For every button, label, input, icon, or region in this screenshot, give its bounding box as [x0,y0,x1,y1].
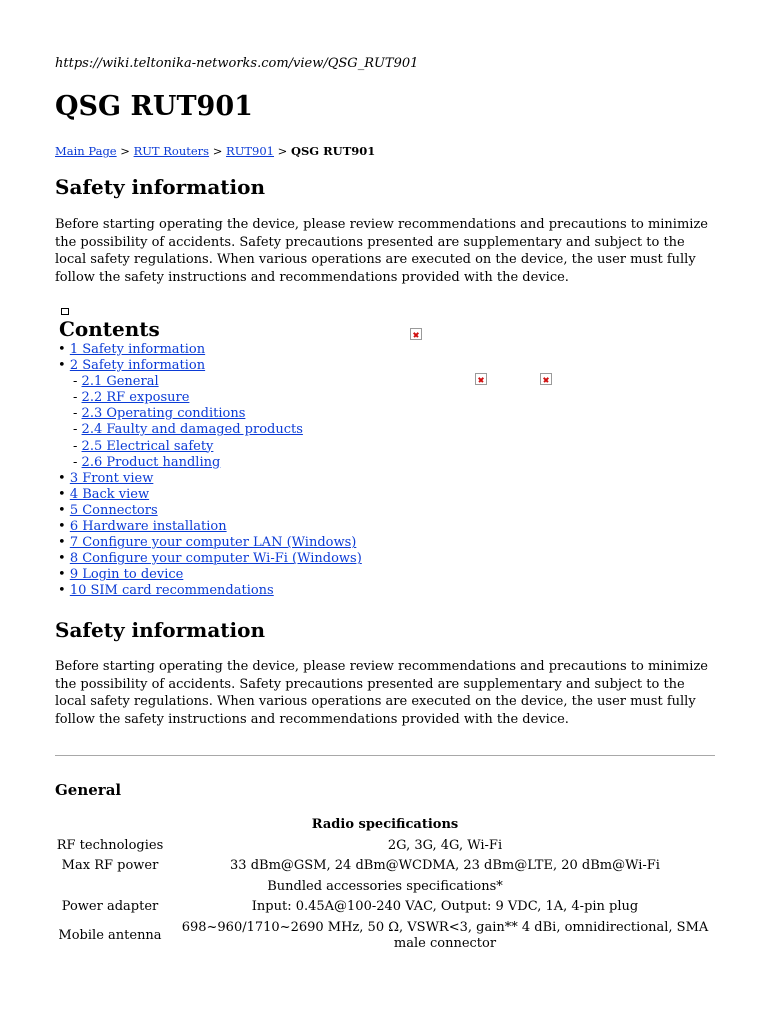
rf-technologies-label: RF technologies [56,838,164,853]
section-heading-safety: Safety information [55,175,266,199]
toc-bullet: • [58,486,66,502]
page-title: QSG RUT901 [55,91,253,122]
toc-link[interactable]: 7 Configure your computer LAN (Windows) [69,535,357,551]
power-adapter-label: Power adapter [61,899,159,914]
toc-link[interactable]: 2.1 General [81,374,159,390]
toc-link[interactable]: 1 Safety information [69,342,206,357]
breadcrumb-rut-routers[interactable]: RUT Routers [133,144,210,158]
toc-item [58,439,362,455]
toc-item [58,422,362,438]
broken-image-icon [475,373,487,385]
toc-item [58,487,362,503]
section-heading-safety-2: Safety information [55,618,266,642]
toc-sub-marker: - [73,374,78,390]
toc-title: Contents [59,317,160,341]
toc-sub-marker: - [73,390,78,406]
breadcrumb-separator: > [212,144,223,158]
breadcrumb-separator: > [277,144,288,158]
breadcrumb-separator: > [120,144,130,158]
toc-item [58,390,362,406]
breadcrumb-current: QSG RUT901 [290,144,376,158]
rf-technologies-value: 2G, 3G, 4G, Wi-Fi [387,838,503,853]
toc-bullet: • [58,470,66,486]
toc-bullet: • [58,583,66,599]
toc-link[interactable]: 9 Login to device [69,567,184,583]
toc-item [58,374,362,390]
max-rf-power-label: Max RF power [61,858,159,873]
toc-link[interactable]: 2.5 Electrical safety [81,438,214,454]
broken-image-icon [410,328,422,340]
toc-link[interactable]: 5 Connectors [69,502,158,518]
toc-item [58,567,362,583]
toc-bullet: • [58,535,66,551]
toc-item [58,551,362,567]
breadcrumb-main-page[interactable]: Main Page [55,144,117,158]
toc-link[interactable]: 2.3 Operating conditions [81,406,246,422]
toc-link[interactable]: 10 SIM card recommendations [69,583,274,599]
toc-bullet: • [58,519,66,535]
breadcrumb-rut901[interactable]: RUT901 [226,144,275,158]
toc-bullet: • [58,551,66,567]
general-heading: General [55,781,122,799]
toc-link[interactable]: 2.2 RF exposure [81,390,190,406]
max-rf-power-value: 33 dBm@GSM, 24 dBm@WCDMA, 23 dBm@LTE, 20 dBm@Wi-Fi [230,858,660,873]
toc-bullet: • [58,342,66,357]
toc-link[interactable]: 2 Safety information [69,358,206,374]
toc-bullet: • [58,358,66,374]
radio-specs-title: Radio specifications [311,817,459,832]
accessories-specs-title: Bundled accessories specifications* [267,879,503,894]
toc-link[interactable]: 4 Back view [69,486,150,502]
toc-item [58,358,362,374]
toc-item [58,471,362,487]
toc-item [58,535,362,551]
toc-item [58,519,362,535]
toc-item [58,455,362,471]
toc-item [58,342,362,358]
toc-item [58,406,362,422]
mobile-antenna-label: Mobile antenna [58,928,162,943]
safety-paragraph-2: Before starting operating the device, please review recommendations and precautions to minimize the possibility of accidents. Safety precautions presented are supplementary and subject to the local safety regulations. When various operations are executed on the device, the user must fully follow the safety instructions and recommendations provided with the device. [55,659,708,728]
toc-link[interactable]: 8 Configure your computer Wi-Fi (Windows) [69,551,362,567]
toc-link[interactable]: 2.4 Faulty and damaged products [81,422,303,438]
toc-item [58,583,362,599]
safety-paragraph: Before starting operating the device, please review recommendations and precautions to minimize the possibility of accidents. Safety precautions presented are supplementary and subject to the local safety regulations. When various operations are executed on the device, the user must fully follow the safety instructions and recommendations provided with the device. [55,217,708,286]
toc-toggle-checkbox[interactable] [61,308,69,315]
power-adapter-value: Input: 0.45A@100-240 VAC, Output: 9 VDC, 1A, 4-pin plug [251,899,639,914]
toc-sub-marker: - [73,454,78,470]
toc-link[interactable]: 6 Hardware installation [69,519,227,535]
toc-bullet: • [58,567,66,583]
page-url: https://wiki.teltonika-networks.com/view/QSG_RUT901 [55,56,419,71]
toc-link[interactable]: 3 Front view [69,470,154,486]
toc-sub-marker: - [73,406,78,422]
horizontal-divider [55,755,715,756]
broken-image-icon [540,373,552,385]
toc-link[interactable]: 2.6 Product handling [81,454,221,470]
table-of-contents [58,342,362,600]
toc-item [58,503,362,519]
toc-sub-marker: - [73,422,78,438]
breadcrumb [55,144,375,158]
toc-sub-marker: - [73,438,78,454]
toc-bullet: • [58,502,66,518]
mobile-antenna-value: 698~960/1710~2690 MHz, 50 Ω, VSWR<3, gain** 4 dBi, omnidirectional, SMA male connector [181,920,709,951]
